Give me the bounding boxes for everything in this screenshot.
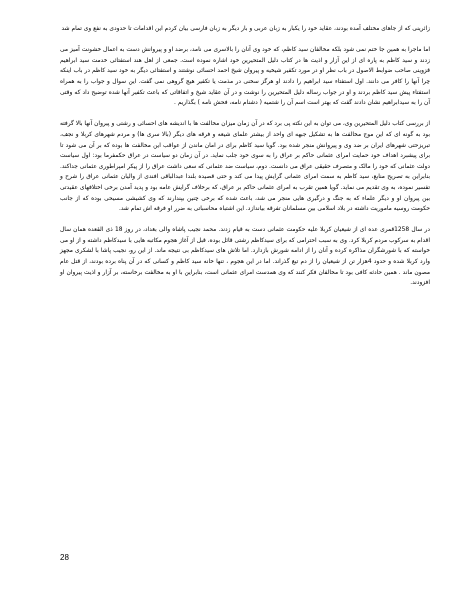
paragraph: زائرینی که از جاهای مختلف آمده بودند، عقاید خود را یکبار به زبان عربی و بار دیگر به زبان فارسی بیان کردم این اقدامات تا حدودی به نفع وی تمام شد (61, 26, 430, 32)
paragraph: اما ماجرا به همین جا ختم نمی شود بلکه مخالفان سید کاظم، که خود وی آنان را بالاسری می نامد، برضد او و پیروانش دست به اعمال خشونت آمیز می زدند و سید کاظم به پاره ای از این آزار و اذیت ها در کتاب دلیل المتحیرین خود اشاره نموده است. جمعی از اهل هند استفتائی خدمت سید ابراهیم قزوینی صاحب ضوابط الاصول در باب نظر او در مورد تکفیر شیخیه و پیروان شیخ احمد احسائی نوشتند و استفتائی دیگر به خود سید کاظم در باب اینکه چرا آنها را کافر می دانند. اول استفتاء سید ابراهیم را دادند او هرگز سخنی در مذمت یا تکفیر هیچ گروهی نمی گفت. این سوال و جواب را به همراه استفتاء پیش سید کاظم بردند و او در جواب رساله دلیل المتحیرین را نوشت و در آن عقاید شیخ و اتفاقاتی که باعث تکفیر آنها شده توضیح داد که وقتی آن را به سیدابراهیم نشان دادند گفت که بهتر است اسم آن را شتمیه ( دشنام نامه، فحش نامه ) بگذاریم . (60, 47, 430, 107)
paragraph: از بررسی کتاب دلیل المتحیرین وی، می توان به این نکته پی برد که در آن زمان میزان مخالفت ها با اندیشه های احسائی و رشتی و پیروان آنها بالا گرفته بود به گونه ای که این موج مخالفت ها به تشکیل جبهه ای واحد از بیشتر علمای شیعه و فرقه های دیگر (بالا سری ها) و مردم شهرهای کربلا و نجف، تبریزحتی شهرهای ایران بر ضد وی و پیروانش منجر شده بود. گویا سید کاظم برای در امان ماندن از عواقب این مخالفت ها بوده که بر آن می شود تا برای پیشبرد اهداف خود حمایت امرای عثمانی حاکم بر عراق را به سوی خود جلب نماید. در آن زمان دو سیاست در عراق حکمفرما بود: اول سیاست دولت عثمانی که خود را مالک و متصرف حقیقی عراق می دانست. دوم، سیاست ضد عثمانی که سعی داشت عراق را از پیکر امپراطوری عثمانی جداکند. بنابراین به تصریح منابع، سید کاظم به سمت امرای عثمانی گرایش پیدا می کند و حتی قصیده بلندا عبدالباقی افندی از والیان عثمانی عراق را شرح و تفسیر نموده، به وی تقدیم می نماید. گویا همین تقرب به امرای عثمانی حاکم بر عراق، که برخلاف گرایش عامه بود و پدید آمدن برخی اختلافهای عقیدتی بین پیروان او و دیگر علماء که به جنگ و درگیری هایی منجر می شد، باعث شده که برخی چنین بپندارند که وی کشیشی مسیحی بوده که از جانب حکومت روسیه ماموریت داشته در بلاد اسلامی بین مسلمانان تفرقه بیاندازد. این اشتباه محاسباتی به ضرر او فرقه اش تمام شد. (60, 121, 430, 213)
paragraph: در سال 1258قمری عده ای از شیعیان کربلا علیه حکومت عثمانی دست به قیام زدند. محمد نجیب پاشاه والی بغداد، در روز 18 ذی القعده همان سال اقدام به سرکوب مردم کربلا کرد. وی به سبب احترامی که برای سیدکاظم رشتی قائل بوده، قبل از آغاز هجوم مکاتبه هایی با سیدکاظم داشته و از او می خواسته که با شورشگران مذاکره کرده و آنان را از ادامه شورش بازدارد. اما تلاش های سیدکاظم بی نتیجه ماند. از این رو، نجیب پاشا با لشکری مجهز وارد کربلا شده و حدود 4هزار تن از شیعیان را از دم تیغ گذراند. اما در این هجوم ، تنها خانه سید کاظم و کسانی که در آن پناه برده بودند، از قتل عام مصون ماند . همین حادثه کافی بود تا مخالفان فکر کنند که وی همدست امرای عثمانی است، بنابراین با او به مخالفت برخاسته، بر آزار و اذیت پیروان او افزودند. (60, 227, 430, 287)
document-body (60, 24, 430, 299)
page-number: 28 (60, 553, 69, 562)
